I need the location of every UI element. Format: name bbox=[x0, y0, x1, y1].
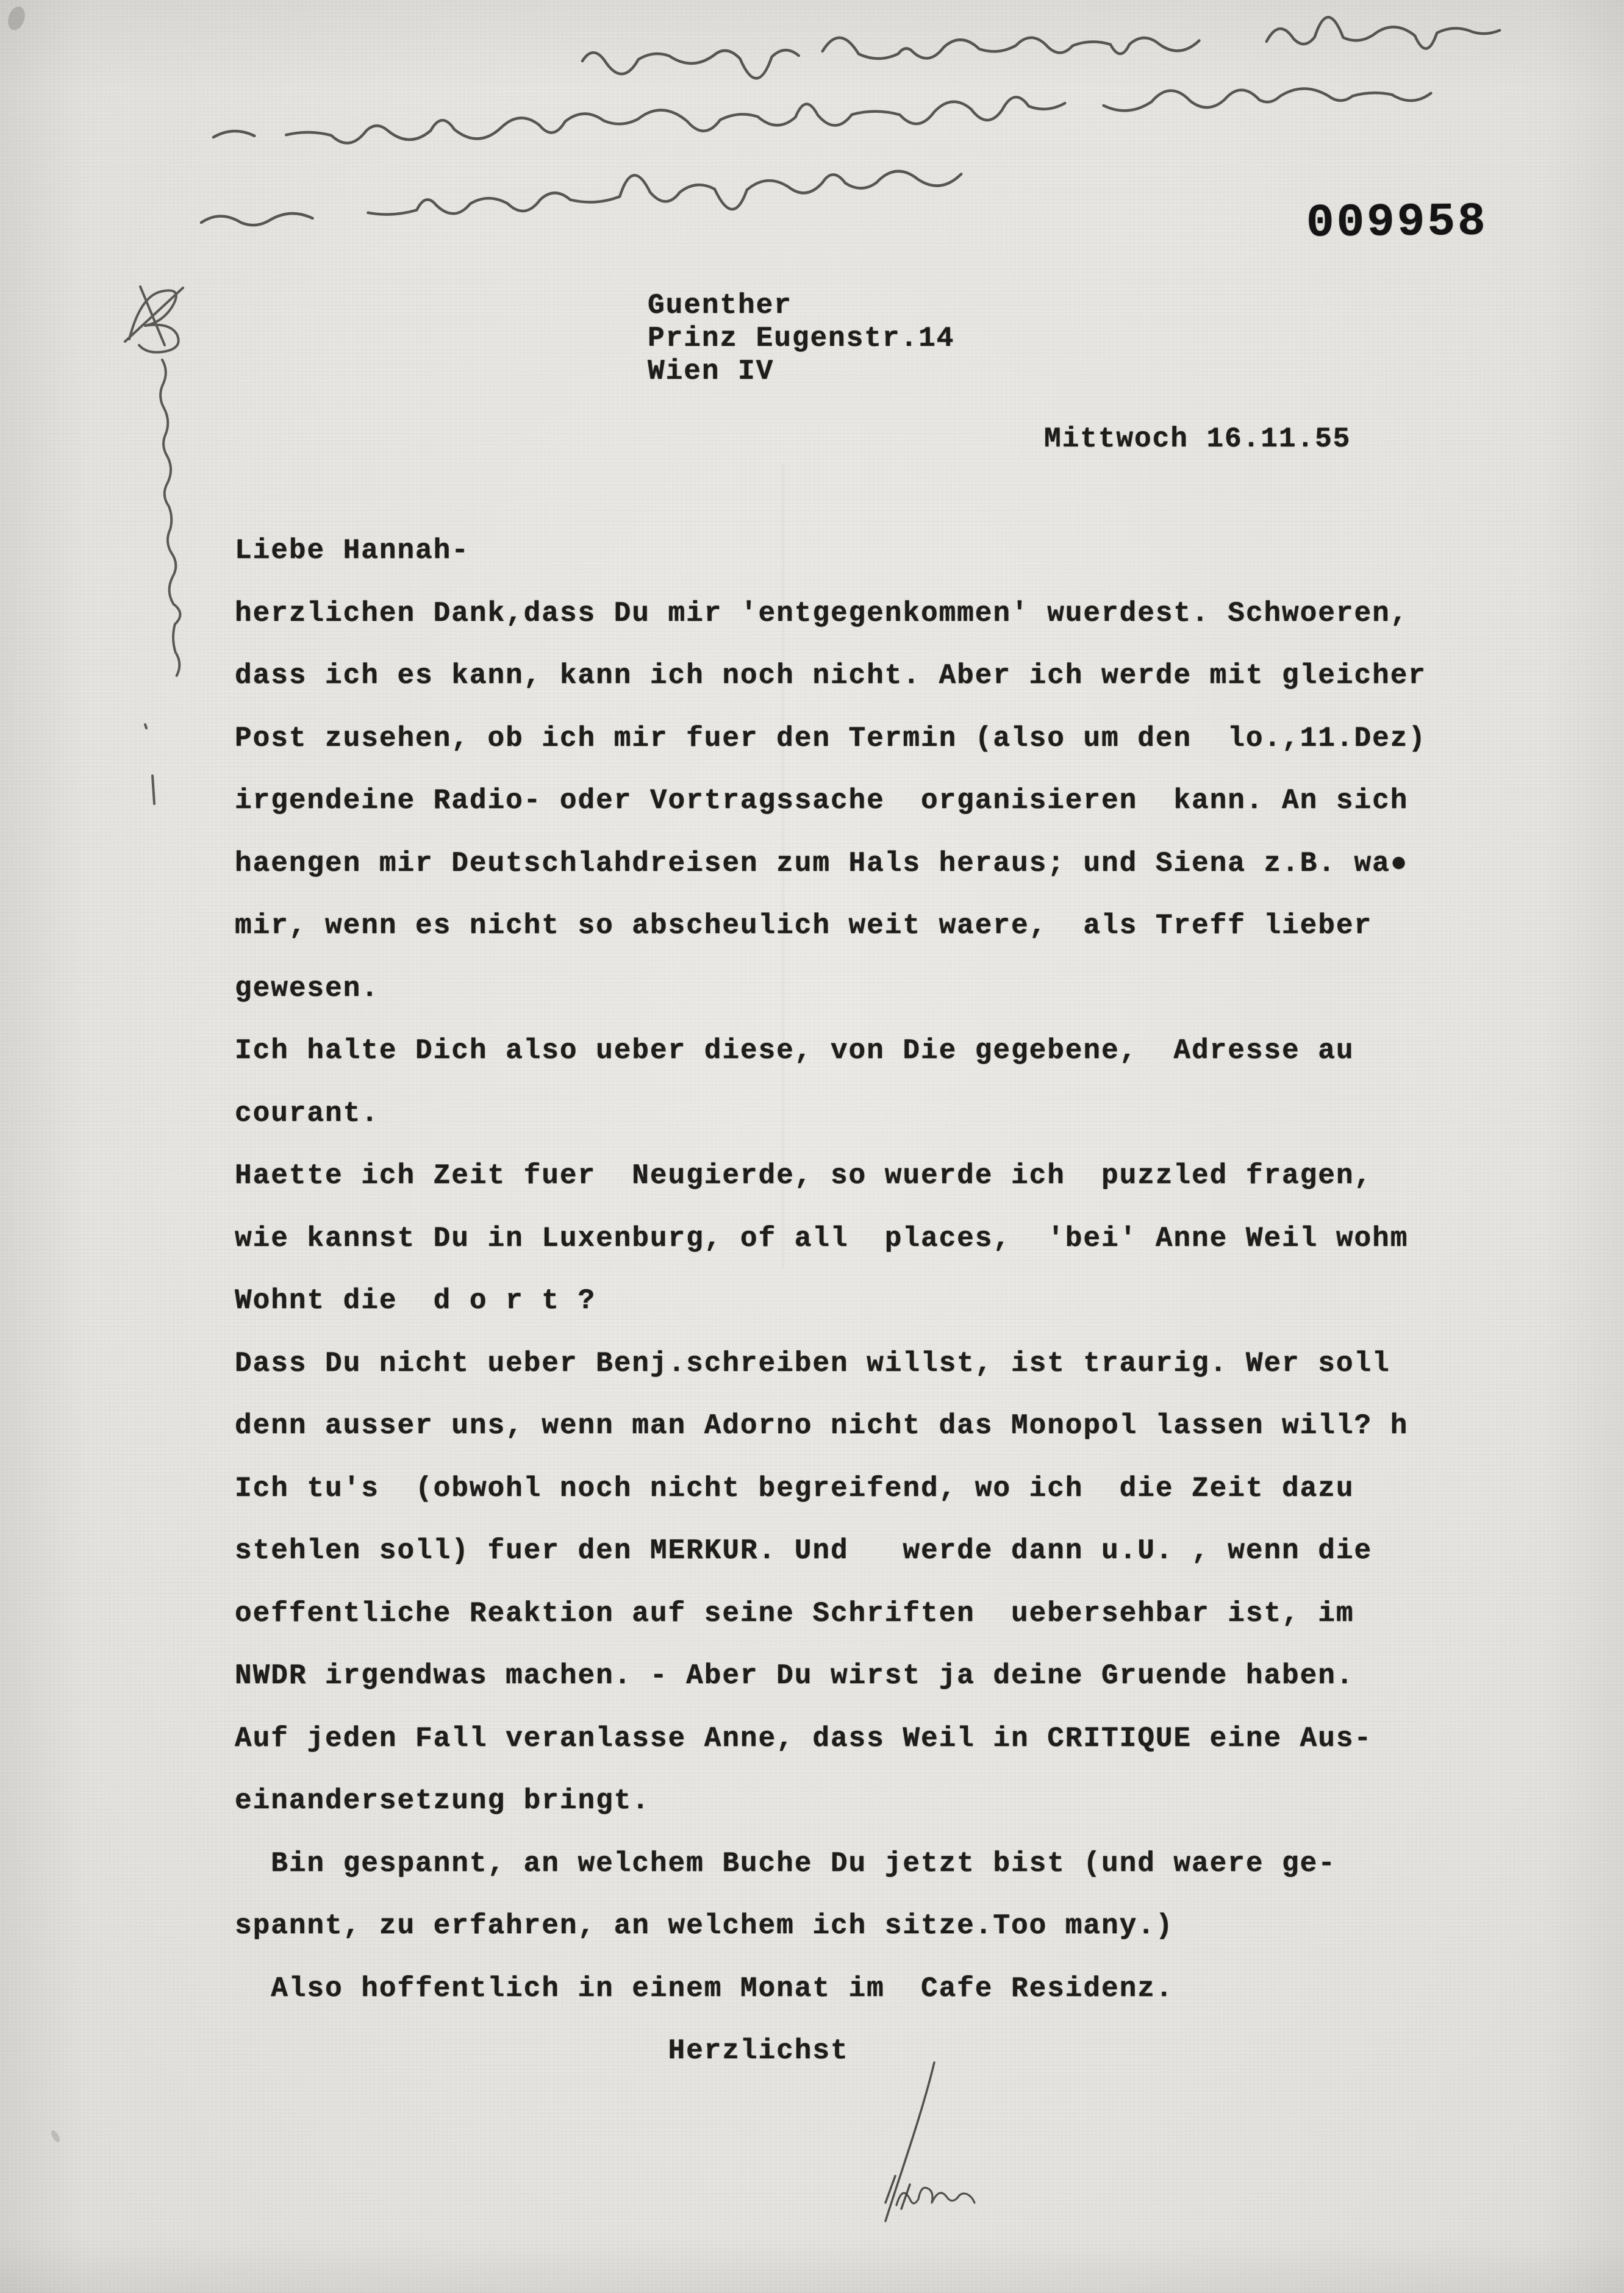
letter-body bbox=[235, 520, 1426, 2083]
handwritten-signature bbox=[885, 2062, 975, 2221]
typed-line: denn ausser uns, wenn man Adorno nicht das Monopol lassen will? h bbox=[235, 1410, 1409, 1442]
typed-line: einandersetzung bringt. bbox=[235, 1785, 650, 1817]
typed-line: Ich halte Dich also ueber diese, von Die gegebene, Adresse au bbox=[235, 1035, 1354, 1067]
typed-line: herzlichen Dank,dass Du mir 'entgegenkommen' wuerdest. Schwoeren, bbox=[235, 597, 1409, 629]
sender-address-block bbox=[648, 289, 954, 388]
handwriting-stroke bbox=[145, 724, 154, 804]
handwriting-stroke bbox=[582, 17, 1500, 78]
handwriting-stroke bbox=[213, 88, 1431, 143]
typed-line: Herzlichst bbox=[235, 2035, 849, 2067]
handwriting-stroke bbox=[125, 287, 183, 352]
handwriting-stroke bbox=[885, 2176, 910, 2209]
typed-line: Wohnt die d o r t ? bbox=[235, 1285, 596, 1317]
typed-line: wie kannst Du in Luxenburg, of all places, 'bei' Anne Weil wohm bbox=[235, 1222, 1409, 1254]
top-handwritten-note bbox=[201, 17, 1500, 225]
scan-speck bbox=[5, 4, 27, 32]
sender-address-line: Guenther bbox=[648, 290, 792, 321]
typed-line: courant. bbox=[235, 1097, 379, 1129]
typed-line: Also hoffentlich in einem Monat im Cafe Residenz. bbox=[235, 1972, 1174, 2005]
typed-line: stehlen soll) fuer den MERKUR. Und werde dann u.U. , wenn die bbox=[235, 1535, 1373, 1567]
handwriting-stroke bbox=[201, 171, 961, 225]
typed-line: Bin gespannt, an welchem Buche Du jetzt bist (und waere ge- bbox=[235, 1847, 1336, 1880]
typed-line: Haette ich Zeit fuer Neugierde, so wuerde ich puzzled fragen, bbox=[235, 1160, 1373, 1192]
typed-line: irgendeine Radio- oder Vortragssache organisieren kann. An sich bbox=[235, 785, 1409, 817]
handwriting-stroke bbox=[160, 360, 180, 676]
typed-line: mir, wenn es nicht so abscheulich weit waere, als Treff lieber bbox=[235, 910, 1373, 942]
date-line: Mittwoch 16.11.55 bbox=[1044, 423, 1351, 455]
handwriting-stroke bbox=[896, 2187, 975, 2205]
archive-stamp-number: 009958 bbox=[1306, 195, 1489, 250]
typed-line: gewesen. bbox=[235, 972, 379, 1004]
typed-line: dass ich es kann, kann ich noch nicht. Aber ich werde mit gleicher bbox=[235, 660, 1426, 692]
typed-line: oeffentliche Reaktion auf seine Schriften uebersehbar ist, im bbox=[235, 1597, 1354, 1629]
scan-speck bbox=[49, 2129, 62, 2144]
margin-handwritten-note bbox=[125, 287, 183, 804]
typed-line: Auf jeden Fall veranlasse Anne, dass Weil in CRITIQUE eine Aus- bbox=[235, 1722, 1373, 1755]
typed-line: Liebe Hannah- bbox=[235, 535, 470, 567]
handwriting-stroke bbox=[885, 2062, 934, 2221]
typed-line: spannt, zu erfahren, an welchem ich sitze.Too many.) bbox=[235, 1910, 1174, 1942]
sender-address-line: Wien IV bbox=[648, 356, 774, 387]
sender-address-line: Prinz Eugenstr.14 bbox=[648, 323, 955, 354]
typed-line: Post zusehen, ob ich mir fuer den Termin (also um den lo.,11.Dez) bbox=[235, 722, 1426, 754]
typed-line: Ich tu's (obwohl noch nicht begreifend, wo ich die Zeit dazu bbox=[235, 1472, 1354, 1504]
typed-line: haengen mir Deutschlahdreisen zum Hals heraus; und Siena z.B. wa● bbox=[235, 847, 1409, 879]
typed-line: NWDR irgendwas machen. - Aber Du wirst ja deine Gruende haben. bbox=[235, 1660, 1354, 1692]
typed-line: Dass Du nicht ueber Benj.schreiben willst, ist traurig. Wer soll bbox=[235, 1347, 1390, 1379]
